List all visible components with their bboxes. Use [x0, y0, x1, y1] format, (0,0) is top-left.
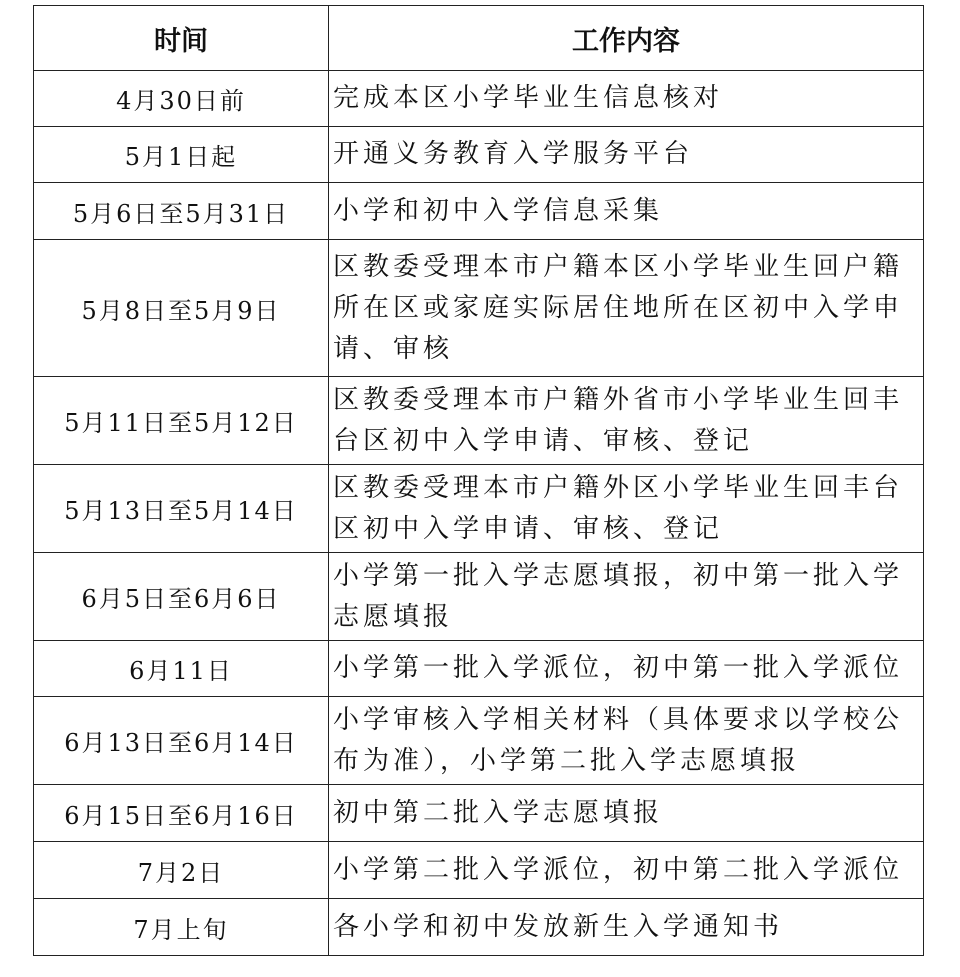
content-cell: 完成本区小学毕业生信息核对: [329, 71, 924, 127]
content-cell: 区教委受理本市户籍外区小学毕业生回丰台区初中入学申请、审核、登记: [329, 465, 924, 553]
content-cell: 开通义务教育入学服务平台: [329, 127, 924, 183]
table-row: [34, 465, 924, 553]
header-time: 时间: [34, 6, 329, 71]
content-cell: 各小学和初中发放新生入学通知书: [329, 899, 924, 956]
content-cell: 初中第二批入学志愿填报: [329, 785, 924, 842]
table-row: [34, 697, 924, 785]
time-cell: 6月13日至6月14日: [34, 697, 329, 785]
table-row: [34, 785, 924, 842]
table-row: [34, 71, 924, 127]
schedule-table: [33, 5, 924, 956]
time-cell: 5月11日至5月12日: [34, 377, 329, 465]
time-cell: 5月6日至5月31日: [34, 183, 329, 240]
time-cell: 5月13日至5月14日: [34, 465, 329, 553]
table-row: [34, 553, 924, 641]
table-header-row: [34, 6, 924, 71]
content-cell: 小学和初中入学信息采集: [329, 183, 924, 240]
time-cell: 5月1日起: [34, 127, 329, 183]
table-row: [34, 899, 924, 956]
time-cell: 6月11日: [34, 641, 329, 697]
table-row: [34, 377, 924, 465]
content-cell: 区教委受理本市户籍外省市小学毕业生回丰台区初中入学申请、审核、登记: [329, 377, 924, 465]
time-cell: 6月5日至6月6日: [34, 553, 329, 641]
header-content: 工作内容: [329, 6, 924, 71]
time-cell: 7月2日: [34, 842, 329, 899]
table-row: [34, 641, 924, 697]
table-row: [34, 127, 924, 183]
time-cell: 5月8日至5月9日: [34, 240, 329, 377]
table-row: [34, 240, 924, 377]
content-cell: 小学第一批入学派位，初中第一批入学派位: [329, 641, 924, 697]
time-cell: 6月15日至6月16日: [34, 785, 329, 842]
content-cell: 区教委受理本市户籍本区小学毕业生回户籍所在区或家庭实际居住地所在区初中入学申请、审核: [329, 240, 924, 377]
content-cell: 小学第一批入学志愿填报，初中第一批入学志愿填报: [329, 553, 924, 641]
time-cell: 7月上旬: [34, 899, 329, 956]
content-cell: 小学第二批入学派位，初中第二批入学派位: [329, 842, 924, 899]
content-cell: 小学审核入学相关材料（具体要求以学校公布为准），小学第二批入学志愿填报: [329, 697, 924, 785]
table-row: [34, 842, 924, 899]
time-cell: 4月30日前: [34, 71, 329, 127]
table-row: [34, 183, 924, 240]
